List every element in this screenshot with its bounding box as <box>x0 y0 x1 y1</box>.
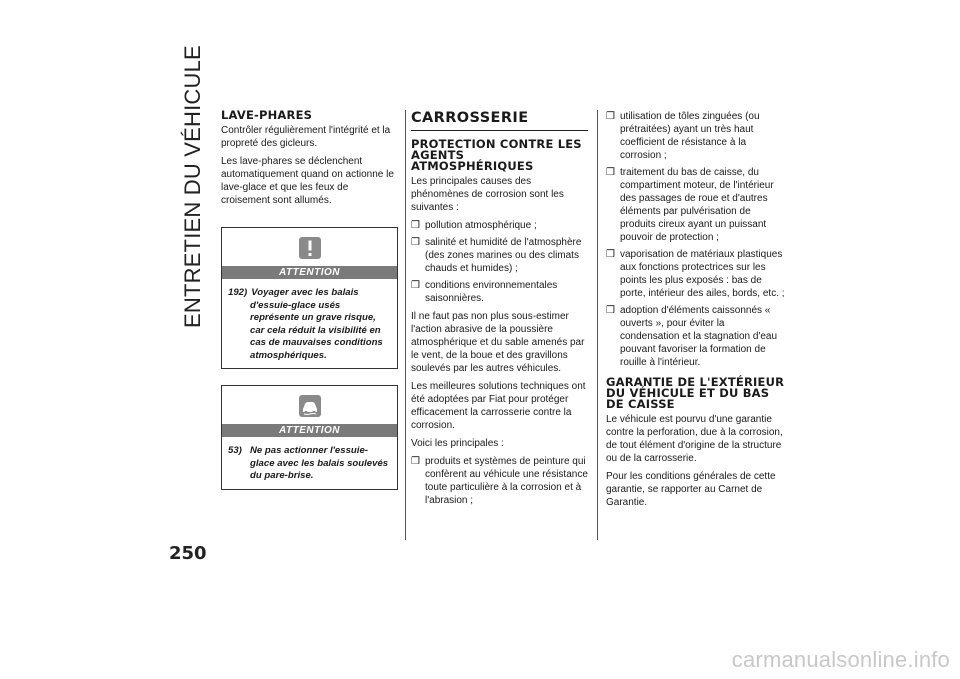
column-divider <box>597 110 598 540</box>
warning-body: Ne pas actionner l'essuie-glace avec les balais soulevés du pare-brise. <box>250 445 389 481</box>
warning-box <box>221 227 398 369</box>
list-item: ❒ pollution atmosphérique ; <box>411 220 537 231</box>
list-item: ❒ utilisation de tôles zinguées (ou prétraitées) ayant un très haut coefficient de résistance à la corrosion ; <box>606 111 760 161</box>
paragraph: Voici les principales : <box>411 438 504 449</box>
list-item: ❒ salinité et humidité de l'atmosphère (des zones marines ou des climats chauds et humides) ; <box>411 237 582 274</box>
warning-body: Voyager avec les balais d'essuie-glace usés représente un grave risque, car cela réduit la visibilité en cas de mauvaises conditions atmosphériques. <box>250 287 383 361</box>
paragraph: Les meilleures solutions techniques ont été adoptées par Fiat pour protéger efficacement la carrosserie contre la corrosion. <box>411 381 586 431</box>
list-item: ❒ adoption d'éléments caissonnés « ouverts », pour éviter la condensation et la stagnation d'eau pouvant favoriser la formation de rouille à l'intérieur. <box>606 305 778 368</box>
list-item: ❒ traitement du bas de caisse, du compartiment moteur, de l'intérieur des passages de roue et d'autres éléments par pulvérisation de produits cireux ayant un puissant pouvoir de protection ; <box>606 167 774 243</box>
list-item: ❒ vaporisation de matériaux plastiques aux fonctions protectrices sur les points les plus exposés : bas de porte, intérieur des ailes, bords, etc. ; <box>606 249 785 299</box>
warning-number: 192) <box>228 287 248 298</box>
warning-title: ATTENTION <box>222 424 397 437</box>
warning-title: ATTENTION <box>222 266 397 279</box>
column-1 <box>221 110 398 500</box>
section-heading-lave-phares: LAVE-PHARES <box>221 108 313 122</box>
causes-list <box>411 219 588 305</box>
side-title-text: ENTRETIEN DU VÉHICULE <box>180 45 205 328</box>
watermark-text: carmanualsonline.info <box>731 647 950 672</box>
warning-number: 53) <box>228 445 242 456</box>
warning-icon <box>298 236 322 260</box>
paragraph: Contrôler régulièrement l'intégrité et la propreté des gicleurs. <box>221 125 391 149</box>
paragraph: Les principales causes des phénomènes de corrosion sont les suivantes : <box>411 176 564 213</box>
column-divider <box>405 110 406 540</box>
paragraph: Il ne faut pas non plus sous-estimer l'action abrasive de la poussière atmosphérique et du sable amenés par le vent, de la boue et des gravillons soulevés par les autres véhicules. <box>411 311 585 374</box>
paragraph: Les lave-phares se déclenchent automatiquement quand on actionne le lave-glace et que les feux de croisement sont allumés. <box>221 156 394 206</box>
warning-text <box>222 279 397 368</box>
warning-icon-area <box>222 386 397 424</box>
paragraph: Le véhicule est pourvu d'une garantie contre la perforation, due à la corrosion, de tout élément d'origine de la structure ou de la carrosserie. <box>606 414 783 464</box>
solutions-list <box>411 455 588 507</box>
list-item: ❒ conditions environnementales saisonnières. <box>411 280 558 304</box>
side-section-title <box>178 45 208 328</box>
footer <box>0 639 960 679</box>
warning-box <box>221 385 398 490</box>
list-item: ❒ produits et systèmes de peinture qui confèrent au véhicule une résistance toute particulière à la corrosion et à l'abrasion ; <box>411 456 588 506</box>
warning-icon-area <box>222 228 397 266</box>
column-3 <box>606 110 786 514</box>
column-2 <box>411 110 588 512</box>
car-warning-icon <box>298 394 322 418</box>
sub-heading-garantie: GARANTIE DE L'EXTÉRIEUR DU VÉHICULE ET DU BAS DE CAISSE <box>606 375 785 411</box>
section-title-carrosserie: CARROSSERIE <box>411 110 588 131</box>
solutions-list-continued <box>606 110 786 369</box>
page-number: 250 <box>169 543 207 564</box>
sub-heading-protection: PROTECTION CONTRE LES AGENTS ATMOSPHÉRIQUES <box>411 137 582 173</box>
paragraph: Pour les conditions générales de cette garantie, se rapporter au Carnet de Garantie. <box>606 471 776 508</box>
warning-text <box>222 437 397 489</box>
